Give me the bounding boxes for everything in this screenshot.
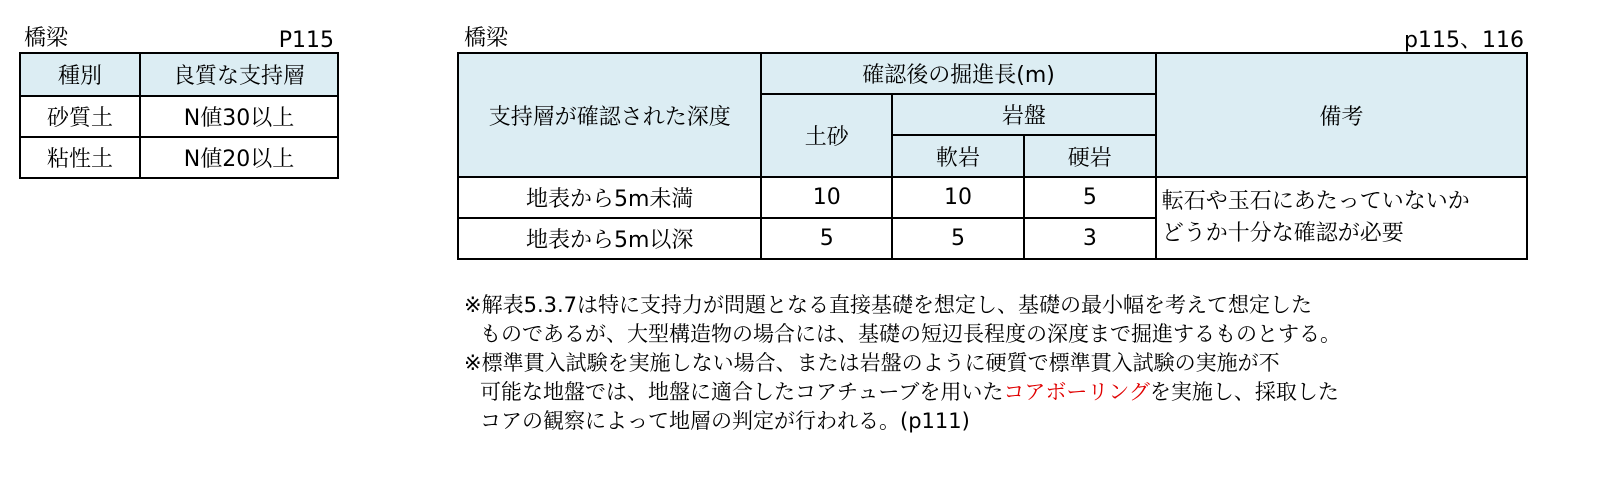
- header-depth: 支持層が確認された深度: [458, 53, 761, 177]
- table-header-row: [458, 53, 1527, 94]
- cell-depth: 地表から5m未満: [458, 177, 761, 218]
- cell-depth: 地表から5m以深: [458, 218, 761, 259]
- notes-block: [464, 291, 1341, 436]
- header-hard-rock: 硬岩: [1024, 135, 1156, 177]
- header-bearing-layer: 良質な支持層: [140, 53, 338, 96]
- core-boring-highlight: コアボーリング: [1003, 380, 1150, 404]
- right-table-page-ref: p115、116: [1404, 28, 1524, 53]
- cell-hard-rock: 5: [1024, 177, 1156, 218]
- cell-remarks: [1156, 177, 1527, 259]
- cell-soft-rock: 10: [892, 177, 1024, 218]
- header-excavation-length: 確認後の掘進長(m): [761, 53, 1155, 94]
- excavation-length-table: [457, 52, 1528, 260]
- header-soft-rock: 軟岩: [892, 135, 1024, 177]
- note-2-line-3: コアの観察によって地層の判定が行われる。(p111): [480, 409, 970, 433]
- note-1-line-1: ※解表5.3.7は特に支持力が問題となる直接基礎を想定し、基礎の最小幅を考えて想定した: [464, 293, 1313, 317]
- header-soil: 土砂: [761, 94, 892, 177]
- note-1-line-2: ものであるが、大型構造物の場合には、基礎の短辺長程度の深度まで掘進するものとする。: [480, 322, 1341, 346]
- table-row: [20, 137, 338, 178]
- right-table-title: 橋梁: [464, 26, 509, 51]
- remarks-line-1: 転石や玉石にあたっていないか: [1161, 189, 1470, 214]
- cell-soil: 10: [761, 177, 892, 218]
- note-2-line-2-pre: 可能な地盤では、地盤に適合したコアチューブを用いた: [480, 380, 1004, 404]
- cell-n-value: N値20以上: [140, 137, 338, 178]
- note-2-line-1: ※標準貫入試験を実施しない場合、または岩盤のように硬質で標準貫入試験の実施が不: [464, 351, 1280, 375]
- header-rock: 岩盤: [892, 94, 1156, 135]
- note-2-line-2: [464, 378, 1341, 407]
- table-header-row: [20, 53, 338, 96]
- cell-soil-type: 粘性土: [20, 137, 140, 178]
- header-type: 種別: [20, 53, 140, 96]
- table-row: [458, 177, 1527, 218]
- left-table-page-ref: P115: [278, 28, 334, 53]
- remarks-line-2: どうか十分な確認が必要: [1161, 221, 1404, 246]
- left-table-title: 橋梁: [24, 26, 69, 51]
- cell-soft-rock: 5: [892, 218, 1024, 259]
- cell-hard-rock: 3: [1024, 218, 1156, 259]
- header-remarks: 備考: [1156, 53, 1527, 177]
- bearing-layer-table: [19, 52, 339, 179]
- cell-soil: 5: [761, 218, 892, 259]
- cell-n-value: N値30以上: [140, 96, 338, 137]
- table-row: [20, 96, 338, 137]
- cell-soil-type: 砂質土: [20, 96, 140, 137]
- note-2-line-2-post: を実施し、採取した: [1149, 380, 1339, 404]
